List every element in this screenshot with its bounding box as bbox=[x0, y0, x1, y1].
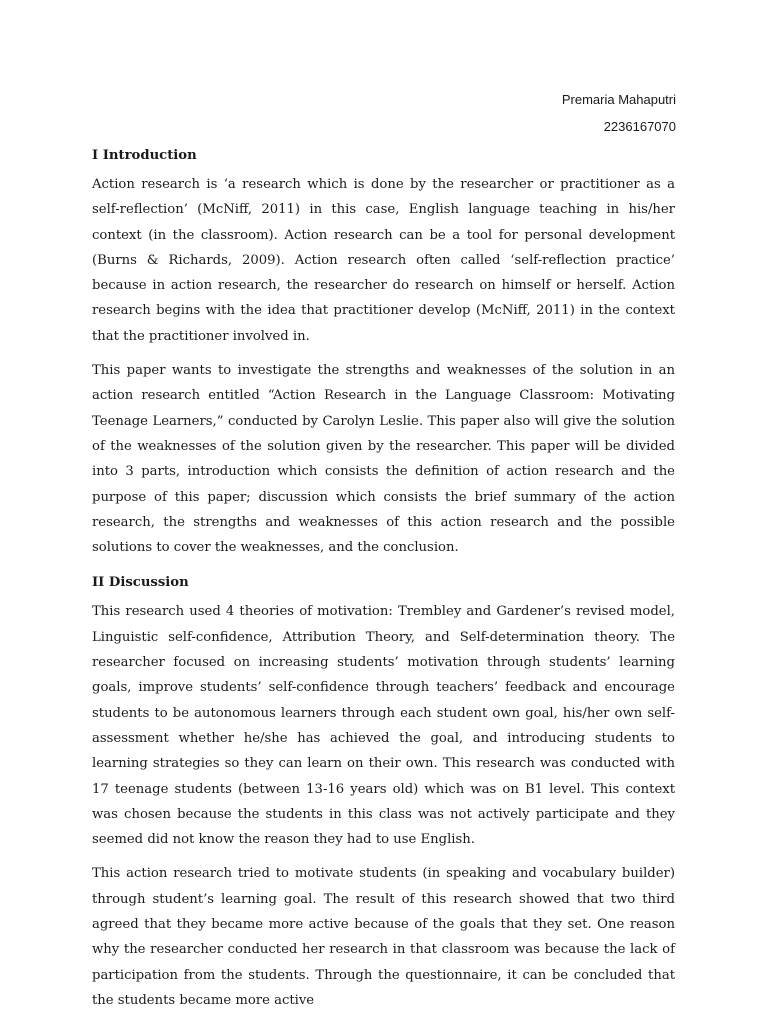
section-heading: II Discussion bbox=[92, 575, 189, 591]
author-block bbox=[562, 86, 676, 140]
paragraph: This paper wants to investigate the strengths and weaknesses of the solution in an action research entitled “Action Research in the Language Classroom: Motivating Teenage Learners,” conducted by Carolyn Leslie. This paper also will give the solution of the weaknesses of the solution given by the researcher. This paper will be divided into 3 parts, introduction which consists the definition of action research and the purpose of this paper; discussion which consists the brief summary of the action research, the strengths and weaknesses of this action research and the possible solutions to cover the weaknesses, and the conclusion. bbox=[92, 363, 675, 556]
student-id: 2236167070 bbox=[603, 119, 676, 134]
section-discussion bbox=[92, 571, 675, 1013]
paragraph: This research used 4 theories of motivation: Trembley and Gardener’s revised model, Linguistic self-confidence, Attribution Theory, and Self-determination theory. The researcher focused on increasing students’ motivation through students’ learning goals, improve students’ self-confidence through teachers’ feedback and encourage students to be autonomous learners through each student own goal, his/her own self-assessment whether he/she has achieved the goal, and introducing students to learning strategies so they can learn on their own. This research was conducted with 17 teenage students (between 13-16 years old) which was on B1 level. This context was chosen because the students in this class was not actively participate and they seemed did not know the reason they had to use English. bbox=[92, 604, 675, 848]
section-introduction bbox=[92, 144, 675, 560]
author-name: Premaria Mahaputri bbox=[561, 92, 676, 107]
paragraph: This action research tried to motivate students (in speaking and vocabulary builder) through student’s learning goal. The result of this research showed that two third agreed that they became more active because of the goals that they set. One reason why the researcher conducted her research in that classroom was because the lack of participation from the students. Through the questionnaire, it can be concluded that the students became more active bbox=[92, 866, 675, 1008]
paragraph: Action research is ‘a research which is done by the researcher or practitioner as a self-reflection’ (McNiff, 2011) in this case, English language teaching in his/her context (in the classroom). Action research can be a tool for personal development (Burns & Richards, 2009). Action research often called ‘self-reflection practice’ because in action research, the researcher do research on himself or herself. Action research begins with the idea that practitioner develop (McNiff, 2011) in the context that the practitioner involved in. bbox=[92, 177, 675, 344]
document-body bbox=[92, 144, 675, 1022]
section-heading: I Introduction bbox=[92, 148, 197, 163]
